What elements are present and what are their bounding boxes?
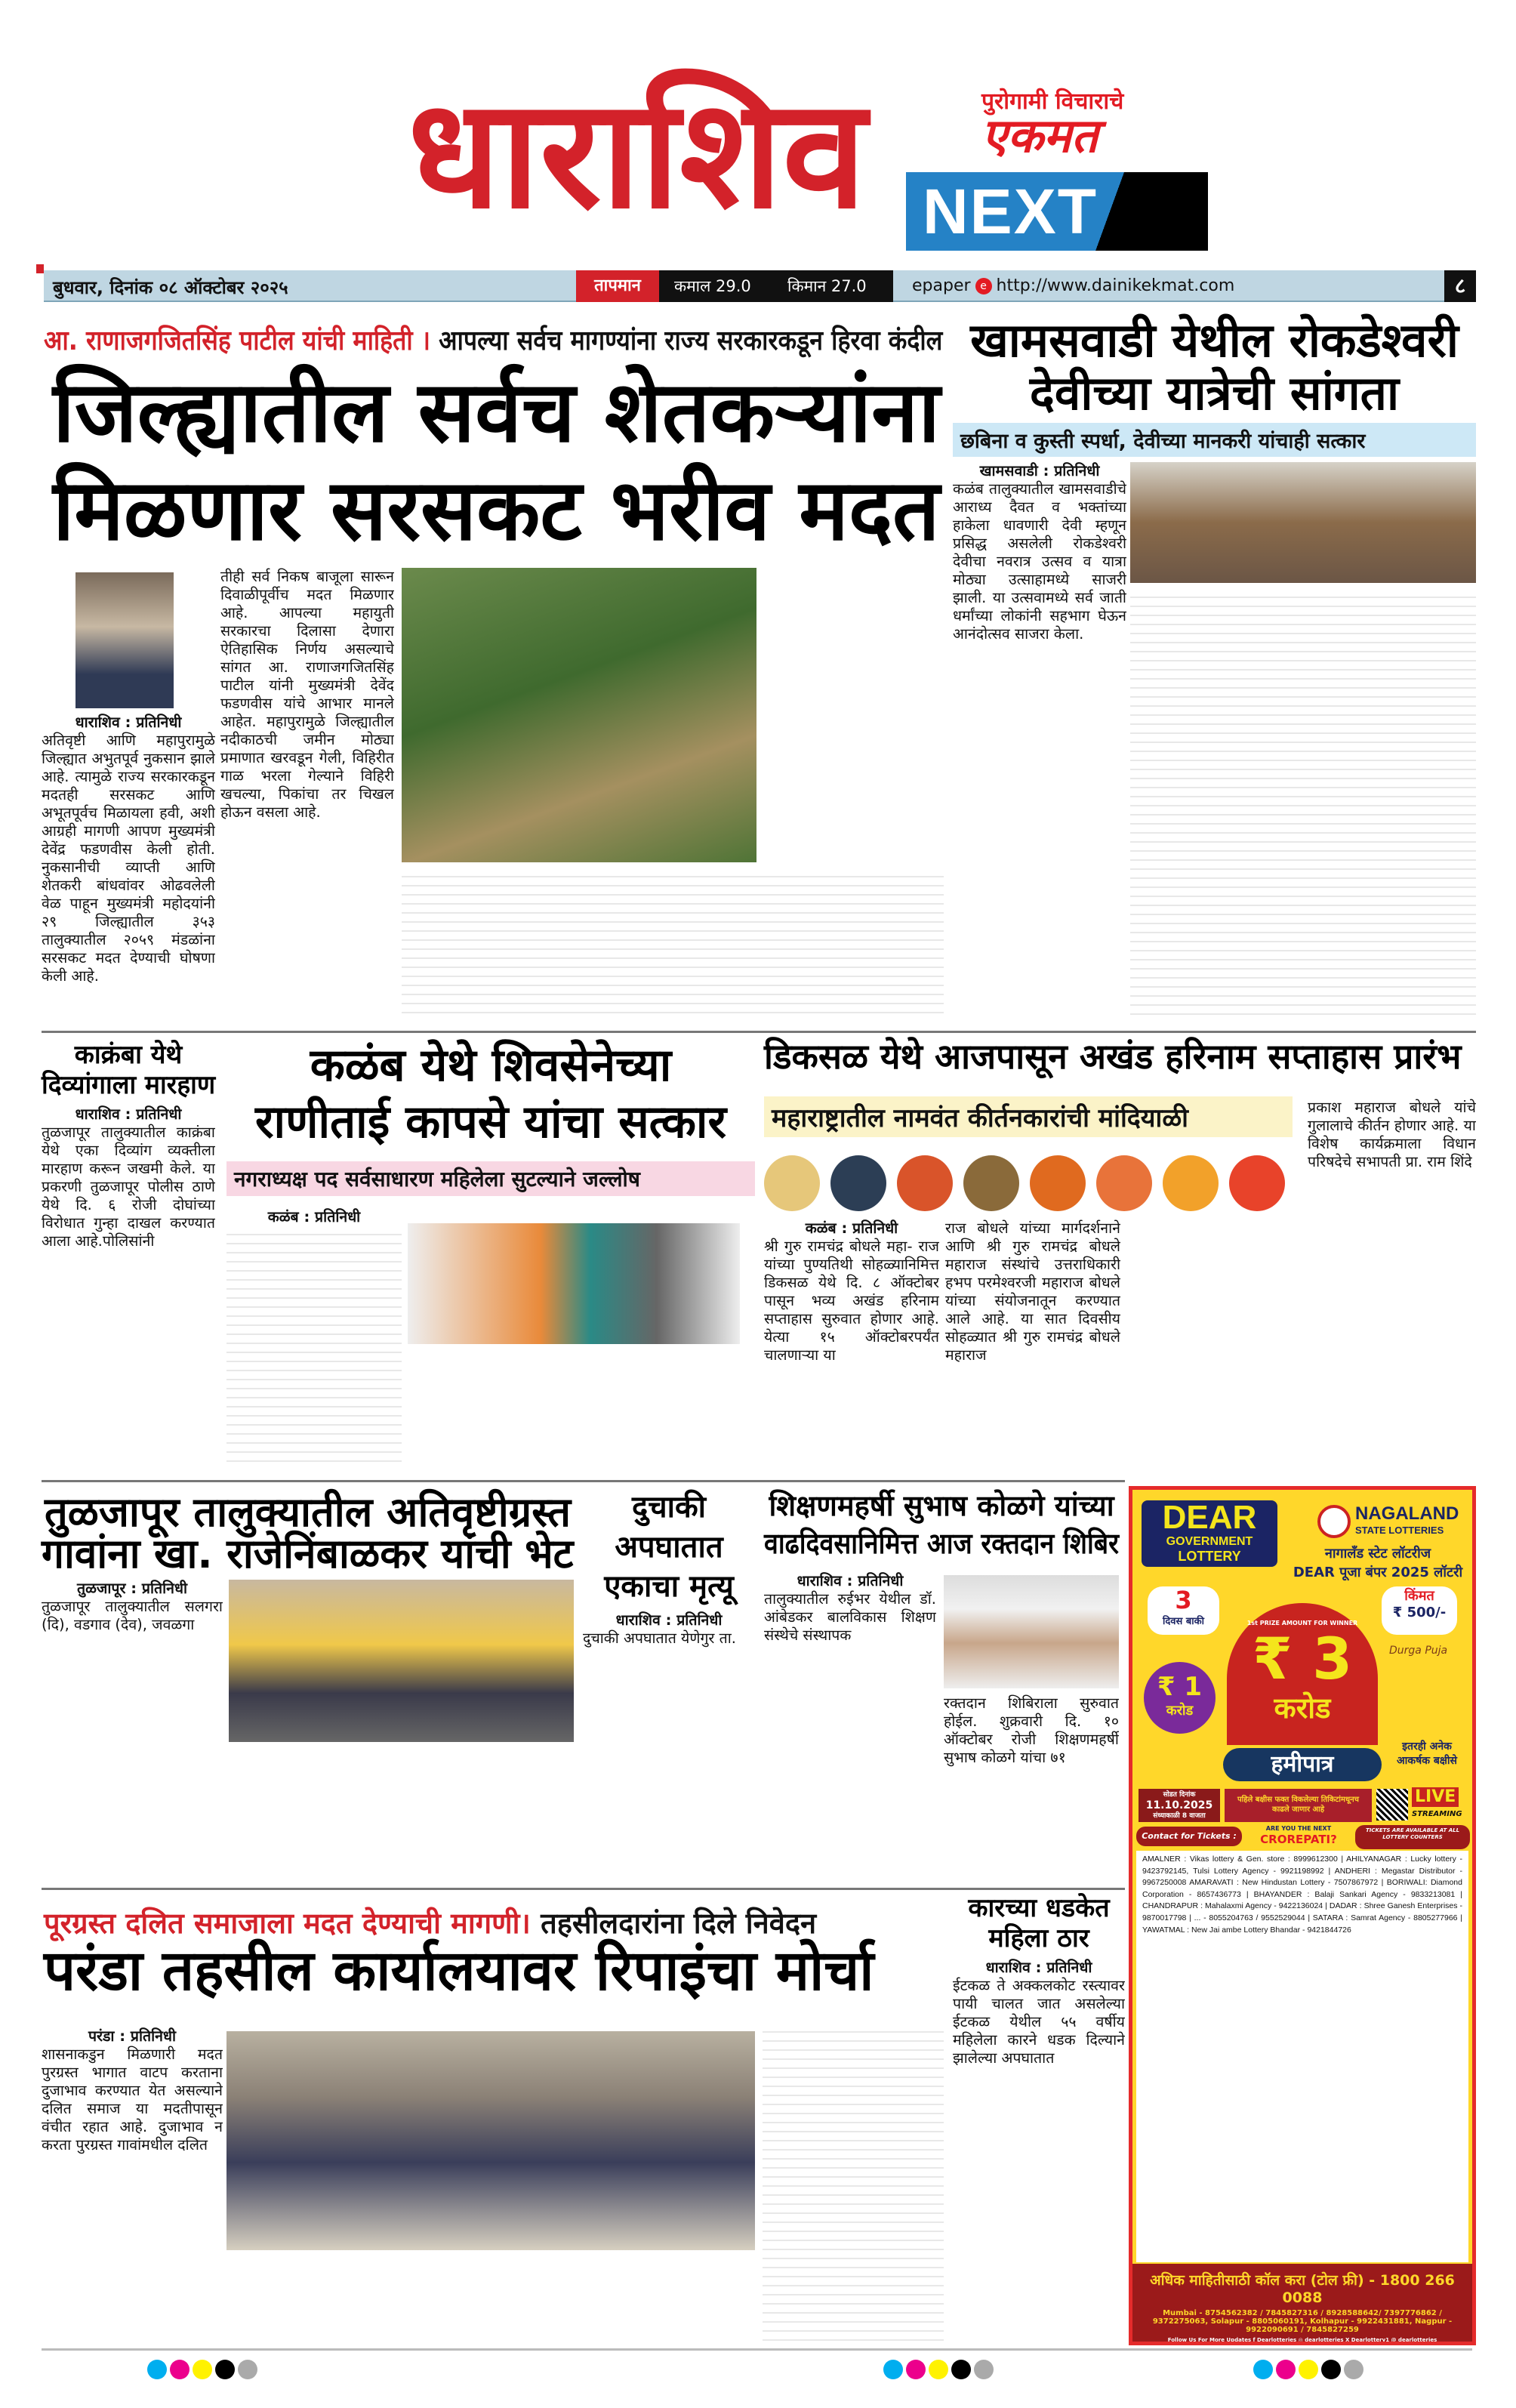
dealer-contacts: AMALNER : Vikas lottery & Gen. store : 8999612300 | AHILYANAGAR : Lucky lottery - 9423792145, Tulsi Lottery Agency - 9921198992 | ANDHERI : Megastar Distributor - 9967250008 AMARAVATI : New Hindustan Lottery - 7507867972 | BORIWALI: Diamond Corporation - 8657436773 | BHAYANDER : Balaji Sankari Agency - 9833213081 | CHANDRAPUR : Mahalaxmi Agency - 9422136024 | DADAR : Shree Ganesh Enterprises - 9870017798 | ... - 8055204763 / 9552529044 | SATARA : Samrat Agency - 8805277966 | YAWATMAL : New Jai ambe Lottery Bhandar - 9421844726 xyxy=(1136,1851,1468,2262)
shikshan-headline-line2: वाढदिवसानिमित्त आज रक्तदान शिबिर xyxy=(764,1527,1119,1560)
tuljapur-byline: तुळजापूर : प्रतिनिधी xyxy=(76,1580,188,1597)
qr-code[interactable] xyxy=(1376,1789,1408,1821)
kakamba-headline-line2: दिव्यांगाला मारहाण xyxy=(42,1070,216,1100)
paranda-kicker-red: पूरग्रस्त दलित समाजाला मदत देण्याची मागणी। xyxy=(44,1907,531,1940)
durga-puja-label: Durga Puja xyxy=(1389,1645,1448,1657)
divider xyxy=(42,1480,1125,1482)
kakamba-byline: धाराशिव : प्रतिनिधी xyxy=(75,1105,182,1123)
availability-note: TICKETS ARE AVAILABLE AT ALL LOTTERY COUNTERS xyxy=(1355,1825,1470,1849)
crorepati-text: ARE YOU THE NEXT CROREPATI? xyxy=(1260,1825,1337,1846)
karchya-body xyxy=(953,1959,1125,2341)
helpline-numbers: Mumbai - 8754562382 / 7845827316 / 8928588642/ 7397776862 / 9372275063, Solapur - 8805060191, Kolhapur - 9922431881, Nagpur - 9922090691 / 7845827259 xyxy=(1152,2309,1453,2334)
politician-photo xyxy=(75,572,174,708)
epaper-label: epaper xyxy=(912,276,971,295)
social-links: Follow Us For More Updates f Dearlotteries ◎ dearlotteries X Dearlottery1 @ dearlotteries xyxy=(1167,2337,1437,2343)
divider xyxy=(42,1031,1476,1033)
second-prize-badge: ₹ 1 करोड xyxy=(1144,1662,1216,1734)
lead-col-2: तीही सर्व निकष बाजूला सारून दिवाळीपूर्वीच मदत मिळणार आहे. आपल्या महायुती सरकारचा दिलासा देणारा ऐतिहासिक निर्णय असल्याचे सांगत आ. राणाजगजितसिंह पाटील यांनी मुख्यमंत्री देवेंद फडणवीस यांचे आभार मानले आहेत. महापुरामुळे जिल्ह्यातील नदीकाठची जमीन मोठ्या प्रमाणात खरवडून गेली, विहिरीत गाळ भरला गेल्याने विहिरी खचल्या, पिकांचा तर चिखल होऊन वसला आहे. xyxy=(220,568,394,821)
nagaland-title: NAGALAND xyxy=(1355,1503,1459,1524)
nagaland-emblem-icon xyxy=(1317,1505,1351,1538)
date-bar xyxy=(44,270,1476,302)
other-prizes: इतरही अनेक आकर्षक बक्षीसे xyxy=(1397,1740,1457,1767)
lead-more-text xyxy=(402,868,944,1016)
lead-kicker-text: आपल्या सर्वच मागण्यांना राज्य सरकारकडून हिरवा कंदील xyxy=(439,325,943,356)
ad-title-mr-2: DEAR पूजा बंपर 2025 लॉटरी xyxy=(1293,1565,1463,1580)
kalamb-col-1 xyxy=(226,1208,402,1472)
ad-footer xyxy=(1132,2264,1472,2342)
khamaswadi-headline-line2: देवीच्या यात्रेची सांगता xyxy=(1029,365,1400,421)
divider xyxy=(42,1888,1125,1890)
red-marker xyxy=(36,264,44,273)
issue-date: बुधवार, दिनांक ०८ ऑक्टोबर २०२५ xyxy=(53,277,288,298)
kakamba-headline-line1: काक्रंबा येथे xyxy=(74,1040,183,1070)
khamaswadi-col1-text: कळंब तालुक्यातील खामसवाडीचे आराध्य दैवत व भक्तांच्या हाकेला धावणारी देवी म्हणून प्रसिद्ध असलेली रोकडेश्वरी देवीचा नवरात्र उत्सव व यात्रा मोठ्या उत्साहामध्ये साजरी झाली. या उत्सवामध्ये सर्व जाती धर्मांच्या लोकांनी सहभाग घेऊन आनंदोत्सव साजरा केला. xyxy=(953,480,1126,643)
lead-headline-line1: जिल्ह्यातील सर्वच शेतकऱ्यांना xyxy=(53,363,941,461)
khamaswadi-byline: खामसवाडी : प्रतिनिधी xyxy=(979,462,1100,479)
wrestling-event-photo xyxy=(1130,462,1476,583)
lead-byline: धाराशिव : प्रतिनिधी xyxy=(75,714,182,731)
color-registration-marks xyxy=(1253,2360,1367,2382)
lead-col1-text: अतिवृष्टी आणि महापुरामुळे जिल्ह्यात अभुतपूर्व नुकसान झाले आहे. त्यामुळे राज्य सरकारकडून मदतही सरसकट आणि अभूतपूर्वच मिळायला हवी, अशी आग्रही मागणी आपण मुख्यमंत्री देवेंद्र फडणवीस केली होती. नुकसानीची व्याप्ती आणि शेतकरी बांधवांवर ओढवलेली वेळ पाहून मुख्यमंत्री महोदयांनी २९ जिल्ह्यातील ३५३ तालुक्यातील २०५९ मंडळांना सरसकट मदत देण्याची घोषणा केली आहे. xyxy=(42,732,215,985)
shikshan-col-2: रक्तदान शिबिराला सुरुवात होईल. शुक्रवारी दि. १० ऑक्टोबर रोजी शिक्षणमहर्षी सुभाष कोळगे यांचा ७१ xyxy=(944,1694,1119,1766)
ad-title-mr: नागालँड स्टेट लॉटरीज xyxy=(1324,1546,1431,1562)
kalamb-headline-line2: राणीताई कापसे यांचा सत्कार xyxy=(254,1096,727,1149)
tollfree: अधिक माहितीसाठी कॉल करा (टोल फ्री) - 1800 266 0088 xyxy=(1150,2272,1455,2306)
dikasal-col1-text: श्री गुरु रामचंद्र बोधले महा- राज यांच्या पुण्यतिथी सोहळ्यानिमित्त डिकसळ येथे दि. ८ ऑक्टोबर पासून भव्य अखंड हरिनाम सप्ताहास सुरुवात होणार आहे. येत्या १५ ऑक्टोबरपर्यंत चालणाऱ्या या xyxy=(764,1238,939,1364)
state-lotteries: STATE LOTTERIES xyxy=(1355,1525,1444,1536)
paranda-text: शासनाकडुन मिळणारी मदत पुरग्रस्त भागात वाटप करताना दुजाभाव करण्यात येत असल्याने दलित समाज या मदतीपासून वंचीत रहात आहे. दुजाभाव न करता पुरग्रस्त गावांमधील दलित xyxy=(42,2046,223,2154)
paranda-body xyxy=(42,2027,223,2345)
villagers-photo xyxy=(229,1580,574,1742)
khamaswadi-headline-line1: खामसवाडी येथील रोकडेश्वरी xyxy=(970,313,1459,368)
protest-photo xyxy=(226,2031,755,2250)
temperature-label: तापमान xyxy=(576,270,659,302)
karchya-headline-line1: कारच्या धडकेत xyxy=(968,1893,1110,1923)
main-prize-arch: 1st PRIZE AMOUNT FOR WINNER ₹ 3 करोड xyxy=(1227,1603,1378,1745)
kakamba-text: तुळजापूर तालुक्यातील काक्रंबा येथे एका दिव्यांग व्यक्तीला मारहाण करून जखमी केले. या प्रकरणी तुळजापूर पोलीस ठाणे येथे दि. ६ रोजी दोघांच्या विरोधात गुन्हा दाखल करण्यात आला आहे.पोलिसांनी xyxy=(42,1124,215,1250)
lead-kicker-red: आ. राणाजगजितसिंह पाटील यांची माहिती । xyxy=(44,325,430,356)
shikshan-byline: धाराशिव : प्रतिनिधी xyxy=(797,1572,904,1589)
masthead-logo: धाराशिव xyxy=(408,66,867,242)
dikasal-subhead: महाराष्ट्रातील नामवंत कीर्तनकारांची मांदियाळी xyxy=(764,1096,1293,1137)
contact-label: Contact for Tickets : xyxy=(1136,1827,1242,1846)
dukachi-headline-line2: अपघातात xyxy=(615,1530,723,1565)
dikasal-col-1 xyxy=(764,1219,939,1472)
tuljapur-headline-line2: गावांना खा. राजेनिंबाळकर यांची भेट xyxy=(42,1530,574,1577)
color-registration-marks xyxy=(147,2360,260,2382)
dikasal-headline: डिकसळ येथे आजपासून अखंड हरिनाम सप्ताहास प्रारंभ xyxy=(764,1036,1462,1077)
draw-note: पहिले बक्षीस फक्त विकलेल्या तिकिटांमधूनच काढले जाणार आहे xyxy=(1225,1789,1372,1822)
khamaswadi-more-text xyxy=(1130,589,1476,1016)
min-temp: किमान 27.0 xyxy=(787,277,867,295)
masthead-brand: एकमत xyxy=(981,108,1098,163)
dukachi-byline: धाराशिव : प्रतिनिधी xyxy=(615,1611,723,1629)
paranda-more-text xyxy=(763,2024,944,2341)
shikshan-col-1 xyxy=(764,1572,936,1874)
tuljapur-body xyxy=(42,1580,223,1873)
masthead-tagline: पुरोगामी विचाराचे xyxy=(981,88,1124,115)
epaper-icon: e xyxy=(975,278,992,294)
kirtankar-portraits xyxy=(764,1155,1293,1211)
felicitation-photo xyxy=(408,1223,740,1344)
crop-damage-photo xyxy=(402,568,756,862)
dikasal-col-2: राज बोधले यांच्या मार्गदर्शनाने आणि श्री गुरु रामचंद्र बोधले महाराज संस्थांचे उत्तराधिकारी हभप परमेश्वरजी महाराज बोधले यांच्या संयोजनातून करण्यात आले आहे. या सात दिवसीय सोहळ्यात श्री गुरु रामचंद्र बोधले महाराज xyxy=(945,1219,1120,1364)
hamipatra-banner: हमीपात्र xyxy=(1223,1748,1382,1781)
dear-logo: DEAR GOVERNMENT LOTTERY xyxy=(1142,1500,1277,1567)
dikasal-byline: कळंब : प्रतिनिधी xyxy=(805,1219,898,1237)
paranda-kicker xyxy=(44,1903,942,1942)
live-badge: LIVE xyxy=(1412,1787,1459,1807)
dukachi-body xyxy=(583,1611,755,1873)
shikshan-headline-line1: शिक्षणमहर्षी सुभाष कोळगे यांच्या xyxy=(769,1489,1114,1522)
page-number: ८ xyxy=(1444,270,1476,302)
kakamba-body xyxy=(42,1105,215,1472)
website-url[interactable]: http://www.dainikekmat.com xyxy=(996,276,1235,295)
karchya-byline: धाराशिव : प्रतिनिधी xyxy=(985,1959,1092,1976)
tuljapur-text: तुळजापूर तालुक्यातील सलगरा (दि), वडगाव (देव), जवळगा xyxy=(42,1598,223,1633)
max-temp: कमाल 29.0 xyxy=(674,277,751,295)
streaming-label: STREAMING xyxy=(1412,1810,1462,1818)
days-left-badge: 3 दिवस बाकी xyxy=(1148,1586,1219,1635)
shikshan-col1-text: तालुक्यातील रुईभर येथील डॉ. आंबेडकर बालविकास शिक्षण संस्थेचे संस्थापक xyxy=(764,1590,936,1644)
kalamb-headline-line1: कळंब येथे शिवसेनेच्या xyxy=(310,1039,672,1092)
kalamb-subhead: नगराध्यक्ष पद सर्वसाधारण महिलेला सुटल्याने जल्लोष xyxy=(226,1161,755,1196)
lead-col-1 xyxy=(42,714,215,1016)
tuljapur-headline-line1: तुळजापूर तालुक्यातील अतिवृष्टीग्रस्त xyxy=(45,1488,571,1536)
khamaswadi-col-1 xyxy=(953,462,1126,1018)
khamaswadi-subhead: छबिना व कुस्ती स्पर्धा, देवीच्या मानकरी यांचाही सत्कार xyxy=(953,423,1476,457)
paranda-headline: परंडा तहसील कार्यालयावर रिपाइंचा मोर्चा xyxy=(44,1938,874,2003)
dukachi-headline-line3: एकाचा मृत्यू xyxy=(604,1569,734,1604)
paranda-byline: परंडा : प्रतिनिधी xyxy=(88,2027,177,2045)
lead-headline-line2: मिळणार सरसकट भरीव मदत xyxy=(53,461,940,560)
dukachi-text: दुचाकी अपघातात येणेगुर ता. xyxy=(583,1629,736,1647)
epaper-link[interactable] xyxy=(912,276,1234,295)
bottom-rule xyxy=(42,2348,1472,2351)
dikasal-col-right: प्रकाश महाराज बोधले यांचे गुलालाचे कीर्तन होणार आहे. या विशेष कार्यक्रमाला विधान परिषदेचे सभापती प्रा. राम शिंदे xyxy=(1308,1099,1476,1170)
price-badge: किंमत ₹ 500/- xyxy=(1382,1586,1457,1635)
draw-date-box: सोडत दिनांक 11.10.2025 संध्याकाळी 8 वाजता xyxy=(1139,1789,1220,1822)
lead-kicker xyxy=(44,321,943,358)
karchya-text: ईटकळ ते अक्कलकोट रस्त्यावर पायी चालत जात असलेल्या ईटकळ येथील ५५ वर्षीय महिलेला कारने धडक दिल्याने झालेल्या अपघातात xyxy=(953,1977,1125,2067)
paranda-kicker-text: तहसीलदारांना दिले निवेदन xyxy=(541,1907,817,1940)
kalamb-byline: कळंब : प्रतिनिधी xyxy=(267,1208,361,1226)
karchya-headline-line2: महिला ठार xyxy=(988,1923,1089,1953)
dukachi-headline-line1: दुचाकी xyxy=(631,1490,707,1525)
color-registration-marks xyxy=(883,2360,997,2382)
subhash-kolge-photo xyxy=(944,1575,1119,1688)
temperature xyxy=(659,270,893,302)
next-logo: NEXT xyxy=(906,172,1208,251)
dear-lottery-ad xyxy=(1129,1486,1476,2345)
